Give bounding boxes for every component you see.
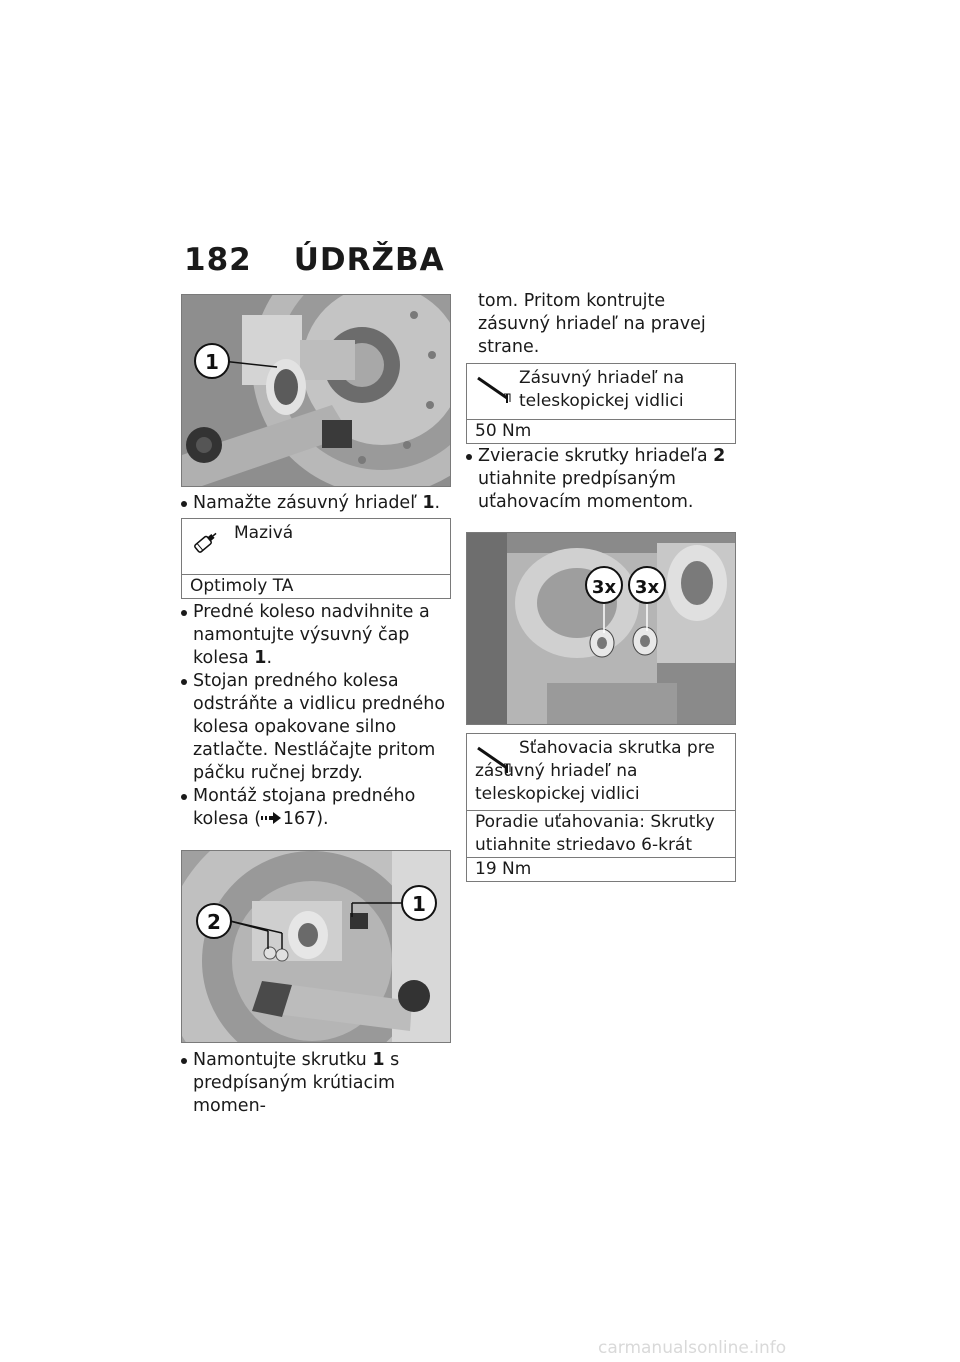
photo-front-axle-insert — [181, 294, 451, 487]
grease-tube-icon — [190, 527, 220, 564]
lubricant-box-head — [182, 519, 450, 575]
bullet-icon — [181, 794, 187, 800]
left-column — [181, 294, 451, 1118]
callout-1b: 1 — [412, 892, 426, 916]
callout-3x-right: 3x — [634, 577, 660, 598]
step-lubricate: Namažte zásuvný hriadeľ 1. — [181, 492, 451, 515]
lubricant-heading: Mazivá — [234, 523, 294, 543]
callout-2: 2 — [207, 910, 221, 934]
bullet-icon — [466, 454, 472, 460]
step-remove-stand: Stojan predného kolesa odstráňte a vidlicu predného kolesa opakovane silno zatlačte. Nestláčajte pritom páčku ručnej brzdy. — [181, 670, 451, 785]
lubricant-value: Optimoly TA — [190, 576, 294, 596]
step-install-screw: Namontujte skrutku 1 s predpísaným krútiacim momen- — [181, 1049, 451, 1118]
step-stand-reference: Montáž stojana predného kolesa ( 167). — [181, 785, 451, 831]
torque-heading-clamp: Sťahovacia skrutka pre zásuvný hriadeľ na teleskopickej vidlici — [475, 738, 715, 804]
photo-axle-screws — [181, 850, 451, 1043]
torque-wrench-icon — [475, 742, 515, 783]
torque-heading-axle: Zásuvný hriadeľ na teleskopickej vidlici — [519, 368, 685, 411]
torque-value-clamp: 19 Nm — [475, 859, 532, 879]
callout-1: 1 — [205, 350, 219, 374]
torque-wrench-icon — [475, 372, 515, 413]
page-title: ÚDRŽBA — [293, 242, 445, 278]
page-reference[interactable]: 167 — [282, 809, 317, 829]
continuation-text: tom. Pritom kontrujte zásuvný hriadeľ na pravej strane. — [478, 291, 706, 357]
torque-sequence: Poradie uťahovania: Skrutky utiahnite striedavo 6-krát — [467, 811, 735, 858]
right-column — [466, 290, 736, 882]
page-header — [184, 242, 445, 278]
bullet-icon — [181, 1058, 187, 1064]
torque-box-clamp — [466, 733, 736, 882]
watermark: carmanualsonline.info — [598, 1338, 787, 1358]
photo-clamp-screws — [466, 532, 736, 725]
torque-box-axle — [466, 363, 736, 444]
bullet-icon — [181, 610, 187, 616]
callout-3x-left: 3x — [591, 577, 617, 598]
page-number: 182 — [184, 242, 252, 278]
torque-value-axle: 50 Nm — [475, 421, 532, 441]
lubricant-box — [181, 518, 451, 599]
arrow-right-icon — [261, 808, 281, 831]
bullet-icon — [181, 679, 187, 685]
step-lift-wheel: Predné koleso nadvihnite a namontujte výsuvný čap kolesa 1. — [181, 601, 451, 670]
torque-box-axle-head — [467, 364, 735, 420]
step-clamp-screws: Zvieracie skrutky hriadeľa 2 utiahnite predpísaným uťahovacím momentom. — [466, 445, 736, 514]
bullet-icon — [181, 501, 187, 507]
torque-box-clamp-head — [467, 734, 735, 811]
